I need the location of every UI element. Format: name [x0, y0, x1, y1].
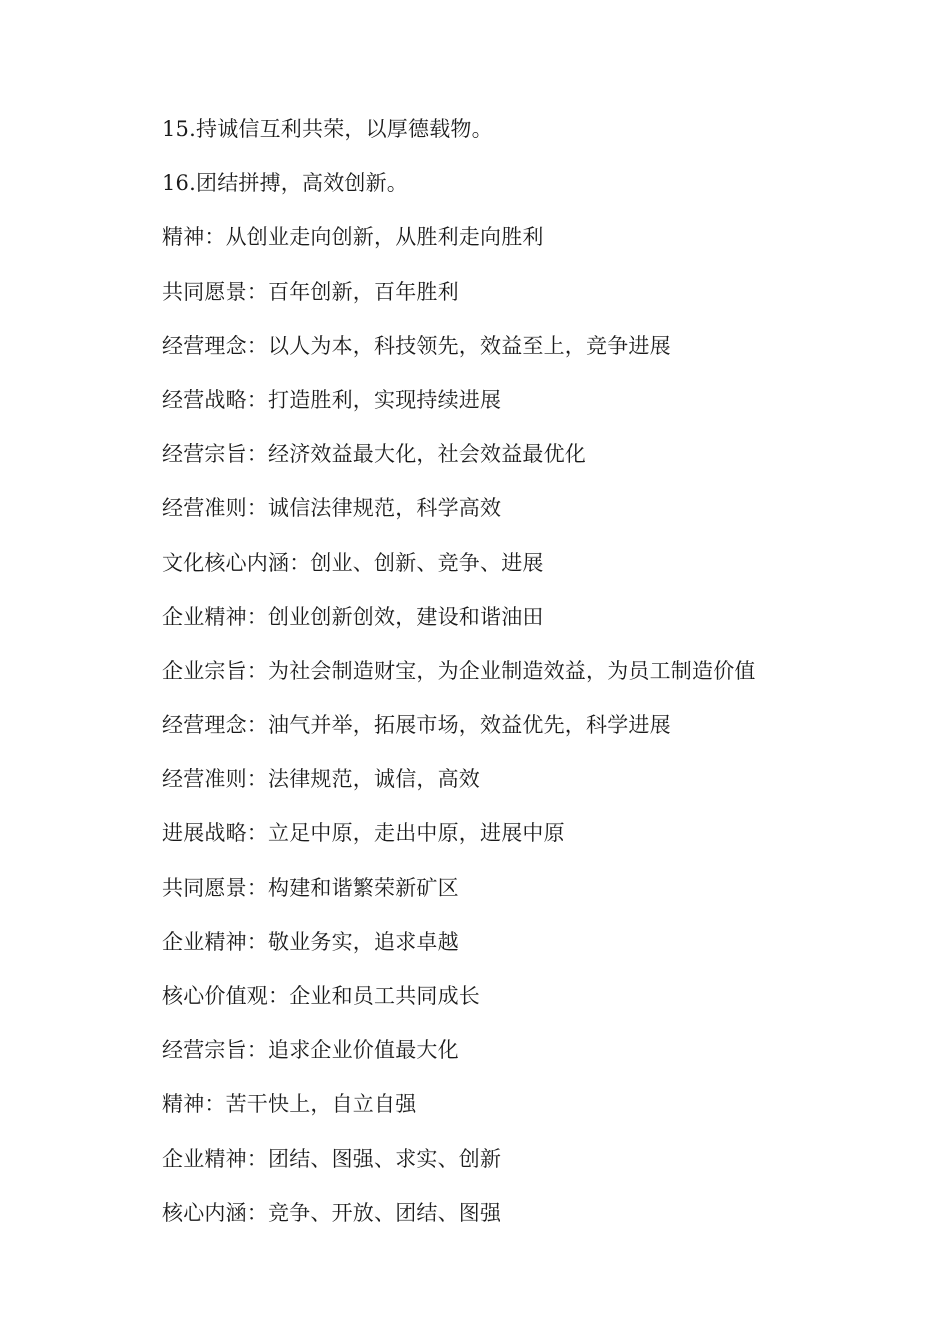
document-line: 15.持诚信互利共荣，以厚德载物。 — [162, 117, 493, 141]
document-line: 共同愿景：构建和谐繁荣新矿区 — [162, 875, 459, 900]
document-line: 企业精神：敬业务实，追求卓越 — [162, 929, 459, 954]
document-body — [162, 114, 902, 1252]
document-line: 经营战略：打造胜利，实现持续进展 — [162, 387, 502, 412]
document-line: 经营理念：油气并举，拓展市场，效益优先，科学进展 — [162, 713, 671, 738]
document-line: 精神：从创业走向创新，从胜利走向胜利 — [162, 225, 544, 250]
document-line: 精神：苦干快上，自立自强 — [162, 1092, 417, 1117]
document-line: 核心内涵：竞争、开放、团结、图强 — [162, 1200, 502, 1225]
document-line: 经营宗旨：追求企业价值最大化 — [162, 1038, 459, 1063]
document-line: 文化核心内涵：创业、创新、竞争、进展 — [162, 550, 544, 575]
document-line: 企业精神：创业创新创效，建设和谐油田 — [162, 604, 544, 629]
document-line: 企业精神：团结、图强、求实、创新 — [162, 1146, 502, 1171]
document-line: 经营准则：诚信法律规范，科学高效 — [162, 496, 502, 521]
document-line: 共同愿景：百年创新，百年胜利 — [162, 279, 459, 304]
document-line: 经营理念：以人为本，科技领先，效益至上，竞争进展 — [162, 333, 671, 358]
document-line: 经营宗旨：经济效益最大化，社会效益最优化 — [162, 442, 586, 467]
document-line: 核心价值观：企业和员工共同成长 — [162, 984, 480, 1008]
document-line: 16.团结拼搏，高效创新。 — [162, 171, 408, 196]
document-line: 企业宗旨：为社会制造财宝，为企业制造效益，为员工制造价值 — [162, 658, 756, 683]
document-line: 进展战略：立足中原，走出中原，进展中原 — [162, 821, 565, 846]
document-line: 经营准则：法律规范，诚信，高效 — [162, 767, 480, 792]
